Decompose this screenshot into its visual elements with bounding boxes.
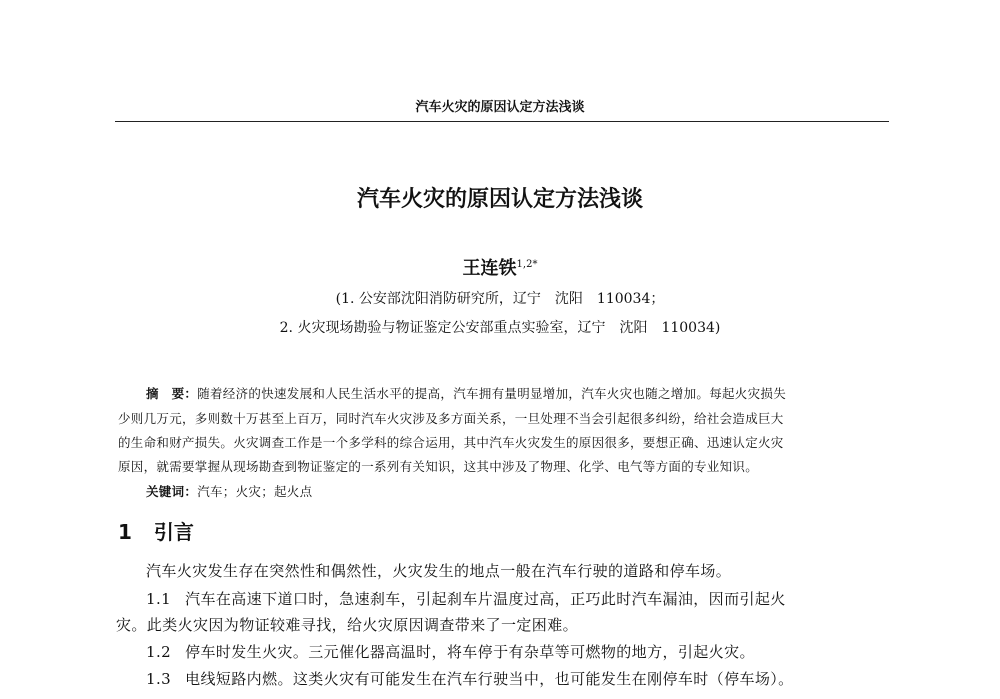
keywords <box>146 482 916 500</box>
keywords-label: 关键词： <box>146 484 198 499</box>
affiliation-2: 2. 火灾现场勘验与物证鉴定公安部重点实验室，辽宁 沈阳 110034) <box>279 320 721 336</box>
author <box>0 254 1000 280</box>
paragraph: 灾。此类火灾因为物证较难寻找，给火灾原因调查带来了一定困难。 <box>116 616 579 634</box>
item-number: 1.2 <box>146 643 172 661</box>
paragraph-text: 停车时发生火灾。三元催化器高温时，将车停于有杂草等可燃物的地方，引起火灾。 <box>185 643 755 661</box>
abstract-label: 摘 要： <box>146 386 198 401</box>
keywords-text: 汽车；火灾；起火点 <box>197 484 313 499</box>
section-heading <box>118 516 194 545</box>
item-number: 1.1 <box>146 590 172 608</box>
abstract-line: 原因，就需要掌握从现场勘查到物证鉴定的一系列有关知识，这其中涉及了物理、化学、电气等方面的专业知识。 <box>118 459 759 474</box>
section-number: 1 <box>118 520 132 544</box>
paragraph <box>146 668 794 689</box>
abstract-text: 随着经济的快速发展和人民生活水平的提高，汽车拥有量明显增加，汽车火灾也随之增加。每起火灾损失 <box>197 386 787 401</box>
paragraph <box>146 588 786 609</box>
header-rule <box>115 121 889 122</box>
abstract-line <box>146 384 916 402</box>
item-number: 1.3 <box>146 670 172 688</box>
abstract-line: 少则几万元，多则数十万甚至上百万，同时汽车火灾涉及多方面关系，一旦处理不当会引起很多纠纷，给社会造成巨大 <box>118 411 784 426</box>
running-header: 汽车火灾的原因认定方法浅谈 <box>415 100 585 115</box>
paragraph <box>146 641 755 662</box>
section-title: 引言 <box>153 520 194 544</box>
affiliation-1: (1. 公安部沈阳消防研究所，辽宁 沈阳 110034； <box>335 291 665 307</box>
author-affiliation-marks: 1,2* <box>516 259 538 270</box>
paper-title: 汽车火灾的原因认定方法浅谈 <box>356 187 643 212</box>
paragraph-text: 汽车在高速下道口时，急速刹车，引起刹车片温度过高，正巧此时汽车漏油，因而引起火 <box>185 590 786 608</box>
paragraph: 汽车火灾发生存在突然性和偶然性，火灾发生的地点一般在汽车行驶的道路和停车场。 <box>146 562 732 580</box>
abstract-line: 的生命和财产损失。火灾调查工作是一个多学科的综合运用，其中汽车火灾发生的原因很多，要想正确、迅速认定火灾 <box>118 435 784 450</box>
author-name: 王连铁 <box>462 258 517 279</box>
paragraph-text: 电线短路内燃。这类火灾有可能发生在汽车行驶当中，也可能发生在刚停车时（停车场）。 <box>185 670 794 688</box>
